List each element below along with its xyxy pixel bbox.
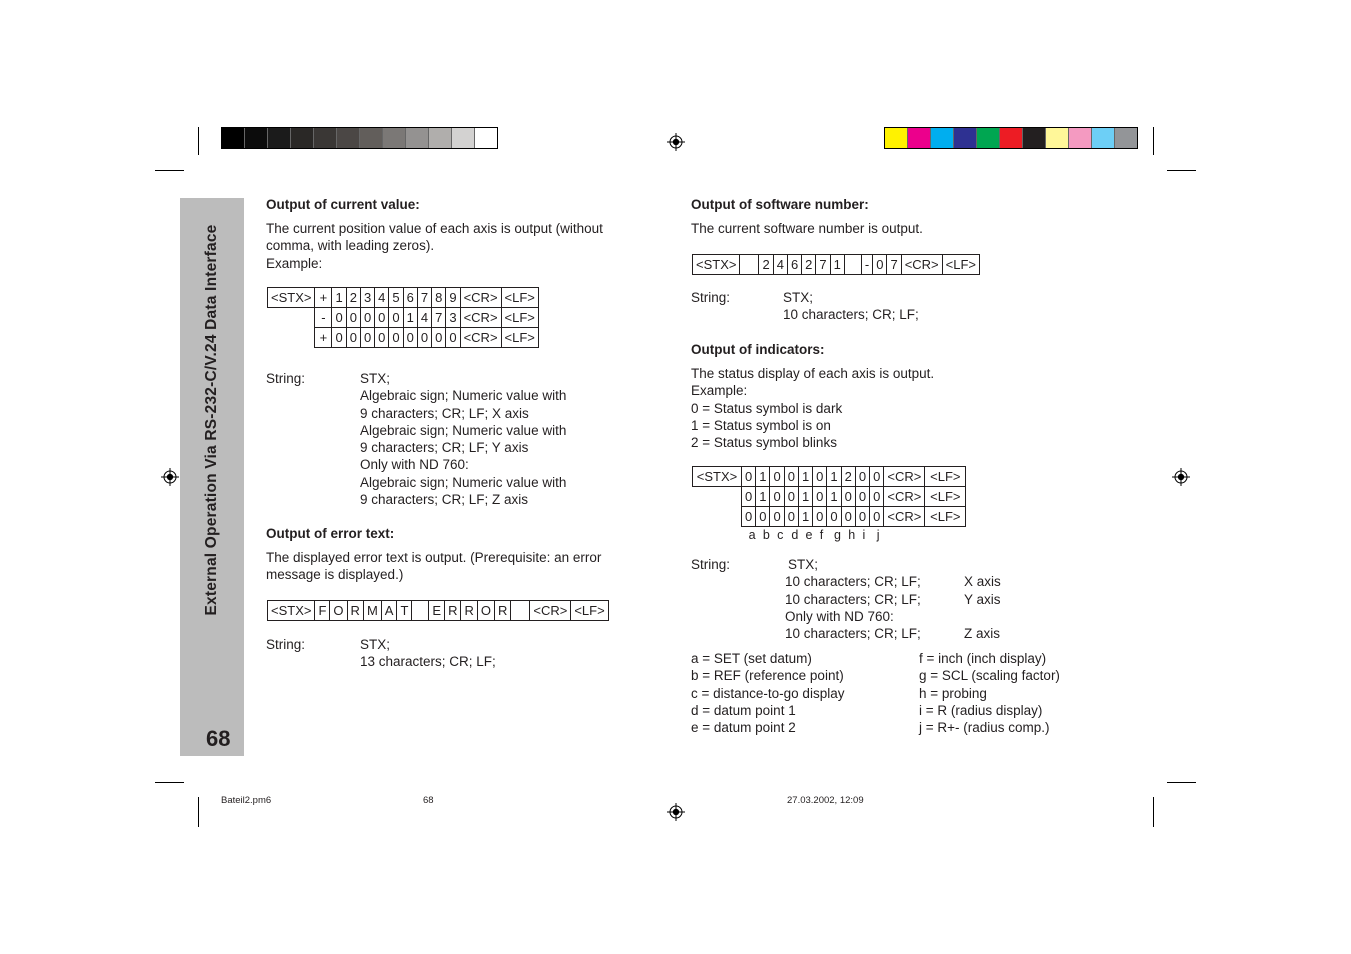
table-cell: 1 xyxy=(827,487,841,507)
table-cell: O xyxy=(477,601,494,621)
table-cell: <CR> xyxy=(530,601,571,621)
color-swatch xyxy=(977,128,1000,148)
text-line: Algebraic sign; Numeric value with xyxy=(360,388,567,404)
text-line: STX; xyxy=(360,371,391,386)
table-cell: 2 xyxy=(841,467,855,487)
indicator-letter: g xyxy=(834,528,841,542)
text-line: Only with ND 760: xyxy=(360,457,469,473)
string-row xyxy=(785,625,1001,642)
indicator-letter: b xyxy=(762,528,770,542)
table-cell: 0 xyxy=(841,487,855,507)
color-swatch xyxy=(931,128,954,148)
table-cell: 6 xyxy=(403,288,417,308)
text-line: The displayed error text is output. (Prerequisite: an error xyxy=(266,550,602,565)
text-line: h = probing xyxy=(919,685,987,701)
color-swatch xyxy=(1115,128,1137,148)
table-row xyxy=(268,308,539,328)
table-cell: 0 xyxy=(360,328,374,348)
text-line: c = distance-to-go display xyxy=(691,685,845,701)
table-cell: 0 xyxy=(375,328,389,348)
table-cell: 4 xyxy=(417,308,431,328)
table-cell: 2 xyxy=(346,288,360,308)
software-string xyxy=(783,289,919,324)
string-desc: 10 characters; CR; LF; xyxy=(785,591,921,607)
error-text-desc xyxy=(266,549,601,584)
color-swatch xyxy=(1023,128,1046,148)
indicator-key-left xyxy=(691,650,844,736)
current-value-table xyxy=(267,287,539,348)
registration-mark-icon xyxy=(161,468,179,486)
table-cell: 0 xyxy=(784,487,798,507)
color-swatch xyxy=(360,128,383,148)
text-line: comma, with leading zeros). xyxy=(266,238,435,254)
table-cell: E xyxy=(429,601,445,621)
table-cell: 0 xyxy=(841,507,855,527)
indicators-string xyxy=(785,556,1001,642)
indicator-letter: i xyxy=(862,528,866,542)
text-line: Example: xyxy=(266,255,323,271)
text-line: e = datum point 2 xyxy=(691,720,796,736)
current-value-desc xyxy=(266,220,603,272)
page-number: 68 xyxy=(206,726,231,751)
table-cell: 0 xyxy=(389,308,403,328)
indicator-letter: h xyxy=(848,528,856,542)
table-cell: 3 xyxy=(360,288,374,308)
table-cell: 0 xyxy=(346,328,360,348)
string-row xyxy=(785,591,1001,608)
registration-mark-icon xyxy=(1172,468,1190,486)
table-cell: <CR> xyxy=(884,467,925,487)
color-swatch xyxy=(452,128,475,148)
table-cell: 0 xyxy=(432,328,446,348)
table-cell: + xyxy=(315,288,332,308)
table-cell: 0 xyxy=(446,328,460,348)
table-cell: 0 xyxy=(375,308,389,328)
table-cell: <CR> xyxy=(884,487,925,507)
table-cell: 0 xyxy=(346,308,360,328)
table-cell: <LF> xyxy=(501,288,538,308)
table-cell xyxy=(693,487,742,507)
text-line: d = datum point 1 xyxy=(691,702,796,718)
string-label: String: xyxy=(266,371,306,386)
text-line: The current position value of each axis is output (without xyxy=(266,221,603,236)
table-cell: 0 xyxy=(827,507,841,527)
table-cell: 2 xyxy=(802,255,816,275)
table-row xyxy=(693,467,966,487)
table-cell: R xyxy=(461,601,477,621)
table-cell: 0 xyxy=(742,467,756,487)
table-cell: 0 xyxy=(756,507,770,527)
table-cell: 8 xyxy=(432,288,446,308)
string-desc: 10 characters; CR; LF; xyxy=(785,626,921,642)
table-cell: <LF> xyxy=(925,467,966,487)
table-cell: 3 xyxy=(446,308,460,328)
text-line: i = R (radius display) xyxy=(919,702,1043,718)
table-cell: 0 xyxy=(870,487,884,507)
table-cell: 1 xyxy=(798,467,812,487)
table-cell: 1 xyxy=(403,308,417,328)
table-cell: 0 xyxy=(855,487,869,507)
table-cell: 0 xyxy=(770,467,784,487)
text-line: g = SCL (scaling factor) xyxy=(919,668,1060,684)
table-row xyxy=(693,255,980,275)
table-cell: <LF> xyxy=(925,487,966,507)
table-cell: 0 xyxy=(332,308,346,328)
table-cell: 1 xyxy=(332,288,346,308)
table-cell: 0 xyxy=(403,328,417,348)
table-cell: 0 xyxy=(742,487,756,507)
table-cell: 0 xyxy=(813,507,827,527)
color-swatch xyxy=(885,128,908,148)
string-axis: X axis xyxy=(964,574,1001,590)
table-cell: <CR> xyxy=(460,328,501,348)
table-cell: - xyxy=(315,308,332,328)
table-cell: M xyxy=(363,601,381,621)
table-cell: F xyxy=(315,601,330,621)
table-cell xyxy=(693,507,742,527)
text-line: f = inch (inch display) xyxy=(919,651,1047,666)
table-cell: T xyxy=(397,601,412,621)
footer-page: 68 xyxy=(423,795,434,806)
table-cell: <LF> xyxy=(501,328,538,348)
text-line: j = R+- (radius comp.) xyxy=(919,720,1050,736)
string-desc: 10 characters; CR; LF; xyxy=(785,574,921,590)
color-swatch xyxy=(314,128,337,148)
table-cell: R xyxy=(347,601,363,621)
table-cell: <LF> xyxy=(501,308,538,328)
text-line: a = SET (set datum) xyxy=(691,651,812,666)
table-cell: 7 xyxy=(816,255,830,275)
text-line: 1 = Status symbol is on xyxy=(691,417,831,433)
table-cell: 4 xyxy=(375,288,389,308)
table-cell: 1 xyxy=(756,487,770,507)
text-line: STX; xyxy=(360,637,391,652)
text-line: STX; xyxy=(783,290,814,305)
color-swatch xyxy=(954,128,977,148)
color-swatch xyxy=(475,128,497,148)
table-cell: 0 xyxy=(855,467,869,487)
error-text-table xyxy=(267,600,609,621)
footer-file: Bateil2.pm6 xyxy=(221,795,272,806)
text-line: 9 characters; CR; LF; Y axis xyxy=(360,440,529,456)
text-line: 13 characters; CR; LF; xyxy=(360,654,496,670)
color-swatch xyxy=(337,128,360,148)
footer-date: 27.03.2002, 12:09 xyxy=(787,795,864,806)
table-row xyxy=(268,601,609,621)
error-text-string xyxy=(360,636,496,671)
table-cell: 4 xyxy=(773,255,787,275)
table-cell: <STX> xyxy=(268,288,315,308)
table-cell: 1 xyxy=(830,255,844,275)
table-cell: <STX> xyxy=(268,601,315,621)
registration-mark-icon xyxy=(667,803,685,821)
color-swatch xyxy=(245,128,268,148)
text-line: 9 characters; CR; LF; X axis xyxy=(360,405,529,421)
table-cell: R xyxy=(494,601,510,621)
table-cell: 0 xyxy=(417,328,431,348)
indicator-letter: f xyxy=(819,528,824,542)
string-label: String: xyxy=(266,637,306,652)
table-cell xyxy=(511,601,530,621)
table-cell: 1 xyxy=(798,507,812,527)
table-cell xyxy=(412,601,429,621)
text-line: b = REF (reference point) xyxy=(691,668,844,684)
table-cell: 0 xyxy=(770,487,784,507)
table-cell: 1 xyxy=(827,467,841,487)
string-desc: Only with ND 760: xyxy=(785,608,894,624)
string-row xyxy=(785,608,921,625)
table-cell: <LF> xyxy=(925,507,966,527)
heading-indicators: Output of indicators: xyxy=(691,342,825,357)
text-line: 0 = Status symbol is dark xyxy=(691,400,843,416)
table-cell: 0 xyxy=(870,507,884,527)
heading-software-number: Output of software number: xyxy=(691,197,869,212)
color-swatch xyxy=(291,128,314,148)
table-cell: 0 xyxy=(770,507,784,527)
table-cell: 9 xyxy=(446,288,460,308)
table-cell: - xyxy=(861,255,872,275)
table-cell: 0 xyxy=(855,507,869,527)
string-row xyxy=(785,556,921,573)
string-desc: STX; xyxy=(788,557,819,572)
table-row xyxy=(693,487,966,507)
string-row xyxy=(785,573,1001,590)
table-cell: <CR> xyxy=(884,507,925,527)
table-cell: <CR> xyxy=(460,288,501,308)
string-label: String: xyxy=(691,557,731,572)
table-cell: <STX> xyxy=(693,467,742,487)
table-cell: <STX> xyxy=(693,255,740,275)
color-swatch xyxy=(222,128,245,148)
text-line: Algebraic sign; Numeric value with xyxy=(360,422,567,438)
color-swatch xyxy=(908,128,931,148)
text-line: Example: xyxy=(691,383,748,399)
string-axis: Z axis xyxy=(964,626,1001,642)
table-cell: 0 xyxy=(784,507,798,527)
table-cell xyxy=(844,255,861,275)
text-line: 10 characters; CR; LF; xyxy=(783,307,919,323)
color-swatch xyxy=(1046,128,1069,148)
table-row xyxy=(268,328,539,348)
table-cell: 1 xyxy=(756,467,770,487)
indicator-letter: j xyxy=(876,528,880,542)
table-cell: 0 xyxy=(389,328,403,348)
table-cell: 7 xyxy=(417,288,431,308)
heading-error-text: Output of error text: xyxy=(266,526,395,541)
chapter-title: External Operation Via RS-232-C/V.24 Data Interface xyxy=(203,224,220,616)
color-calibration-bar xyxy=(884,127,1138,149)
table-cell: 0 xyxy=(784,467,798,487)
string-label: String: xyxy=(691,290,731,305)
string-axis: Y axis xyxy=(964,591,1001,607)
indicator-key-right xyxy=(919,650,1060,736)
indicators-table xyxy=(692,466,966,527)
text-line: Algebraic sign; Numeric value with xyxy=(360,474,567,490)
color-swatch xyxy=(1000,128,1023,148)
current-value-string xyxy=(360,370,566,508)
table-cell: O xyxy=(330,601,347,621)
table-cell: 6 xyxy=(787,255,801,275)
table-cell xyxy=(268,308,315,328)
indicators-desc xyxy=(691,365,934,451)
table-row xyxy=(693,507,966,527)
text-line: 9 characters; CR; LF; Z axis xyxy=(360,492,529,508)
table-cell: 7 xyxy=(432,308,446,328)
table-cell xyxy=(268,328,315,348)
color-swatch xyxy=(268,128,291,148)
table-cell: 0 xyxy=(360,308,374,328)
indicator-letter: c xyxy=(777,528,784,542)
table-cell: <LF> xyxy=(571,601,608,621)
table-cell: 0 xyxy=(742,507,756,527)
table-cell: 0 xyxy=(873,255,887,275)
table-cell: 7 xyxy=(887,255,901,275)
color-swatch xyxy=(1092,128,1115,148)
color-swatch xyxy=(406,128,429,148)
color-swatch xyxy=(1069,128,1092,148)
table-cell: 0 xyxy=(813,467,827,487)
color-swatch xyxy=(429,128,452,148)
table-cell: 2 xyxy=(759,255,773,275)
table-cell: 0 xyxy=(870,467,884,487)
table-cell: R xyxy=(445,601,461,621)
table-cell: 5 xyxy=(389,288,403,308)
table-cell: 0 xyxy=(332,328,346,348)
text-line: 2 = Status symbol blinks xyxy=(691,435,837,451)
table-cell: <CR> xyxy=(460,308,501,328)
table-cell: 1 xyxy=(798,487,812,507)
gray-calibration-bar xyxy=(221,127,498,149)
software-desc: The current software number is output. xyxy=(691,221,923,236)
table-cell xyxy=(740,255,759,275)
table-cell: + xyxy=(315,328,332,348)
software-number-table xyxy=(692,254,980,275)
indicator-letter: e xyxy=(805,528,813,542)
text-line: message is displayed.) xyxy=(266,567,404,583)
registration-mark-icon xyxy=(667,133,685,151)
table-row xyxy=(268,288,539,308)
table-cell: <LF> xyxy=(942,255,979,275)
indicator-letter: a xyxy=(748,528,756,542)
table-cell: 0 xyxy=(813,487,827,507)
table-cell: <CR> xyxy=(901,255,942,275)
indicator-letter: d xyxy=(791,528,799,542)
table-cell: A xyxy=(381,601,397,621)
heading-current-value: Output of current value: xyxy=(266,197,420,212)
text-line: The status display of each axis is output. xyxy=(691,366,935,381)
color-swatch xyxy=(383,128,406,148)
